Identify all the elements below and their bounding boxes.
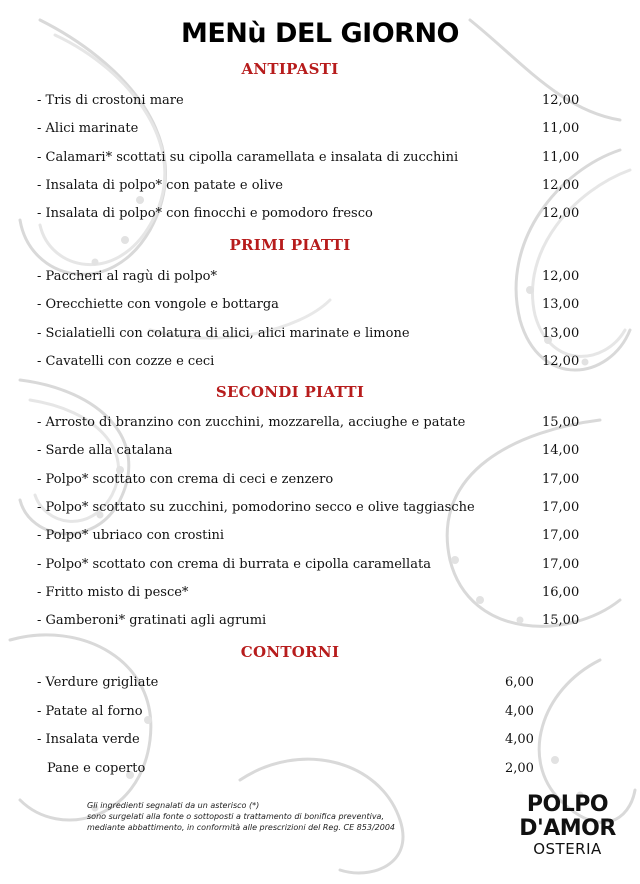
menu-item-name: - Polpo* ubriaco con crostini (37, 528, 225, 544)
menu-item-price: 4,00 (505, 732, 534, 748)
menu-item-name: - Arrosto di branzino con zucchini, mozzarella, acciughe e patate (37, 415, 466, 430)
menu-item-price: 14,00 (542, 443, 580, 459)
menu-item (37, 472, 582, 492)
logo-line-2: D'AMOR (519, 816, 616, 841)
menu-item-price: 11,00 (542, 121, 580, 137)
menu-item (37, 528, 582, 548)
menu-item-price: 6,00 (505, 675, 534, 690)
section-heading-antipasti: ANTIPASTI (241, 60, 339, 78)
menu-item-name: - Paccheri al ragù di polpo* (37, 269, 217, 284)
menu-item-name: - Insalata di polpo* con patate e olive (37, 177, 283, 193)
menu-item (37, 326, 582, 346)
menu-item (37, 443, 582, 463)
menu-item-name: - Verdure grigliate (37, 675, 159, 690)
menu-item-price: 12,00 (542, 269, 580, 284)
menu-item-name: - Alici marinate (37, 121, 139, 137)
menu-item (37, 354, 582, 374)
menu-item-name: - Orecchiette con vongole e bottarga (37, 297, 279, 313)
logo-line-3: OSTERIA (533, 840, 602, 858)
menu-item-name: - Insalata verde (37, 732, 140, 748)
page-title: MENù DEL GIORNO (181, 18, 459, 49)
menu-item-name: - Sarde alla catalana (37, 443, 173, 459)
menu-item-name: - Fritto misto di pesce* (37, 584, 189, 600)
menu-item-price: 13,00 (542, 297, 580, 313)
menu-item-name: - Patate al forno (37, 703, 143, 719)
menu-item-name: - Polpo* scottato con crema di burrata e cipolla caramellata (37, 556, 431, 572)
section-heading-contorni: CONTORNI (240, 643, 340, 661)
menu-item-price: 17,00 (542, 499, 580, 515)
menu-item-price: 13,00 (542, 325, 580, 341)
logo-line-1: POLPO (526, 792, 609, 817)
menu-item (37, 121, 582, 141)
menu-item-price: 12,00 (542, 353, 580, 369)
menu-item-name: - Polpo* scottato su zucchini, pomodorino secco e olive taggiasche (37, 499, 475, 515)
menu-item-name: - Scialatielli con colatura di alici, alici marinate e limone (37, 325, 410, 341)
menu-item-price: 17,00 (542, 556, 580, 572)
menu-item-price: 17,00 (542, 471, 580, 487)
menu-item (37, 613, 582, 633)
menu-item-price: 12,00 (542, 93, 580, 108)
menu-item (37, 178, 582, 198)
menu-item-price: 2,00 (505, 760, 534, 776)
menu-item-name: - Polpo* scottato con crema di ceci e zenzero (37, 471, 334, 487)
restaurant-logo (505, 793, 630, 857)
note-line: mediante abbattimento, in conformità alle prescrizioni del Reg. CE 853/2004 (87, 823, 395, 832)
menu-item-name: Pane e coperto (47, 760, 146, 776)
menu-item (37, 704, 582, 724)
section-heading-secondi: SECONDI PIATTI (215, 383, 365, 401)
menu-item-name: - Gamberoni* gratinati agli agrumi (37, 613, 267, 629)
menu-item-price: 15,00 (542, 613, 580, 629)
menu-item-name: - Tris di crostoni mare (37, 93, 184, 108)
menu-item (37, 761, 582, 781)
allergen-note (87, 800, 487, 833)
menu-item (37, 415, 582, 435)
menu-item-price: 16,00 (542, 584, 580, 600)
menu-item (37, 557, 582, 577)
note-line: sono surgelati alla fonte o sottoposti a trattamento di bonifica preventiva, (87, 812, 384, 821)
note-line: Gli ingredienti segnalati da un asterisco (*) (87, 801, 260, 810)
menu-item-price: 12,00 (542, 177, 580, 193)
menu-item-price: 17,00 (542, 528, 580, 544)
menu-item (37, 297, 582, 317)
menu-item (37, 585, 582, 605)
menu-item (37, 93, 582, 113)
menu-item-name: - Calamari* scottati su cipolla caramellata e insalata di zucchini (37, 149, 459, 165)
menu-item-name: - Cavatelli con cozze e ceci (37, 353, 215, 369)
menu-item-price: 11,00 (542, 149, 580, 165)
section-heading-primi: PRIMI PIATTI (229, 236, 351, 254)
menu-item (37, 732, 582, 752)
menu-item-price: 15,00 (542, 415, 580, 430)
menu-item (37, 269, 582, 289)
menu-item-price: 12,00 (542, 206, 580, 222)
menu-item (37, 206, 582, 226)
menu-item (37, 500, 582, 520)
menu-item-name: - Insalata di polpo* con finocchi e pomodoro fresco (37, 206, 373, 222)
menu-item (37, 675, 582, 695)
menu-item (37, 150, 582, 170)
menu-item-price: 4,00 (505, 703, 534, 719)
